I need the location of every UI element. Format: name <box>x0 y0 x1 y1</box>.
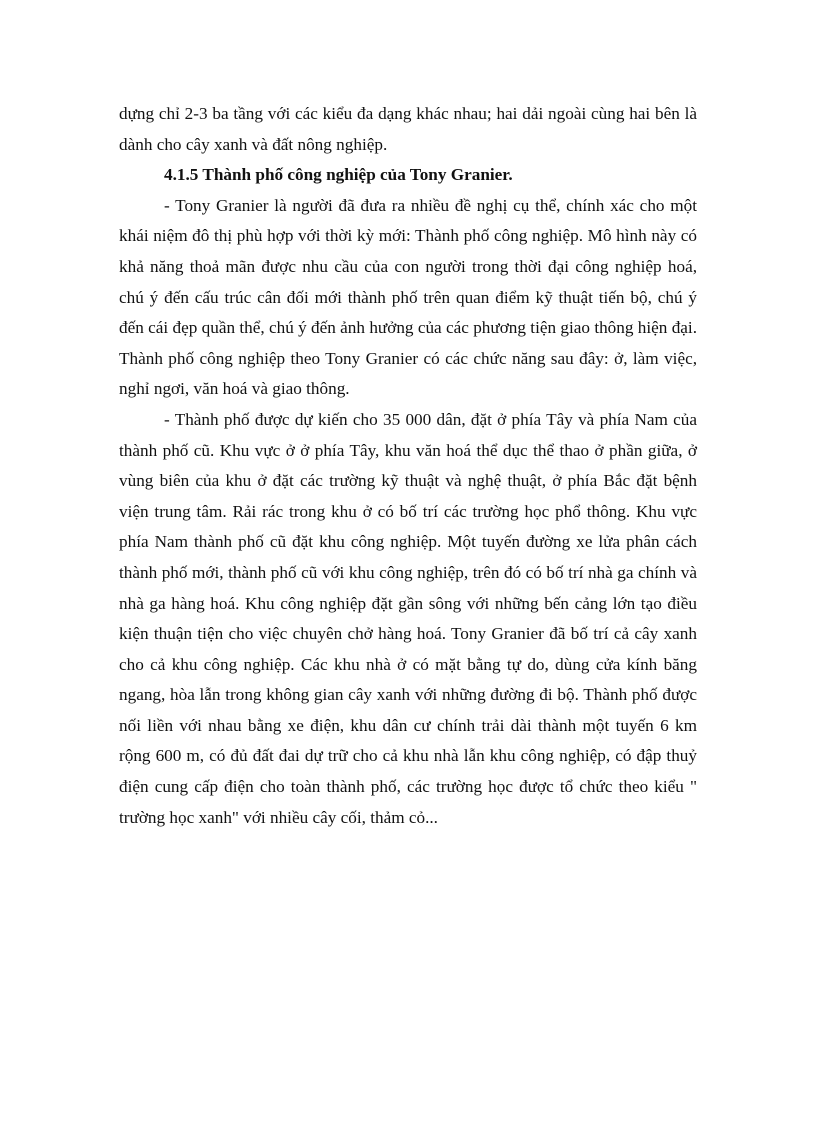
section-heading: 4.1.5 Thành phố công nghiệp của Tony Granier. <box>164 165 513 185</box>
page-body <box>119 99 697 833</box>
continued-paragraph: dựng chỉ 2-3 ba tầng với các kiểu đa dạng khác nhau; hai dải ngoài cùng hai bên là dành cho cây xanh và đất nông nghiệp. <box>119 104 697 154</box>
paragraph-city-layout: - Thành phố được dự kiến cho 35 000 dân, đặt ở phía Tây và phía Nam của thành phố cũ. Khu vực ở ở phía Tây, khu văn hoá thể dục thể thao ở phần giữa, ở vùng biên của khu ở đặt các trường kỹ thuật và nghệ thuật, ở phía Bắc đặt bệnh viện trung tâm. Rải rác trong khu ở có bố trí các trường học phổ thông. Khu vực phía Nam thành phố cũ đặt khu công nghiệp. Một tuyến đường xe lửa phân cách thành phố mới, thành phố cũ với khu công nghiệp, trên đó có bố trí nhà ga chính và nhà ga hàng hoá. Khu công nghiệp đặt gần sông với những bến cảng lớn tạo điều kiện thuận tiện cho việc chuyên chở hàng hoá. Tony Granier đã bố trí cả cây xanh cho cả khu công nghiệp. Các khu nhà ở có mặt bằng tự do, dùng cửa kính băng ngang, hòa lẫn trong không gian cây xanh với những đường đi bộ. Thành phố được nối liền với nhau bằng xe điện, khu dân cư chính trải dài thành một tuyến 6 km rộng 600 m, có đủ đất đai dự trữ cho cả khu nhà lẫn khu công nghiệp, có đập thuỷ điện cung cấp điện cho toàn thành phố, các trường học được tổ chức theo kiểu " trường học xanh" với nhiều cây cối, thảm cỏ... <box>119 409 697 827</box>
paragraph-tony-granier-intro: - Tony Granier là người đã đưa ra nhiều đề nghị cụ thể, chính xác cho một khái niệm đô thị phù hợp với thời kỳ mới: Thành phố công nghiệp. Mô hình này có khả năng thoả mãn được nhu cầu của con người trong thời đại công nghiệp hoá, chú ý đến cấu trúc cân đối mới thành phố trên quan điểm kỹ thuật tiến bộ, chú ý đến cái đẹp quần thể, chú ý đến ảnh hưởng của các phương tiện giao thông hiện đại. Thành phố công nghiệp theo Tony Granier có các chức năng sau đây: ở, làm việc, nghỉ ngơi, văn hoá và giao thông. <box>119 195 697 399</box>
